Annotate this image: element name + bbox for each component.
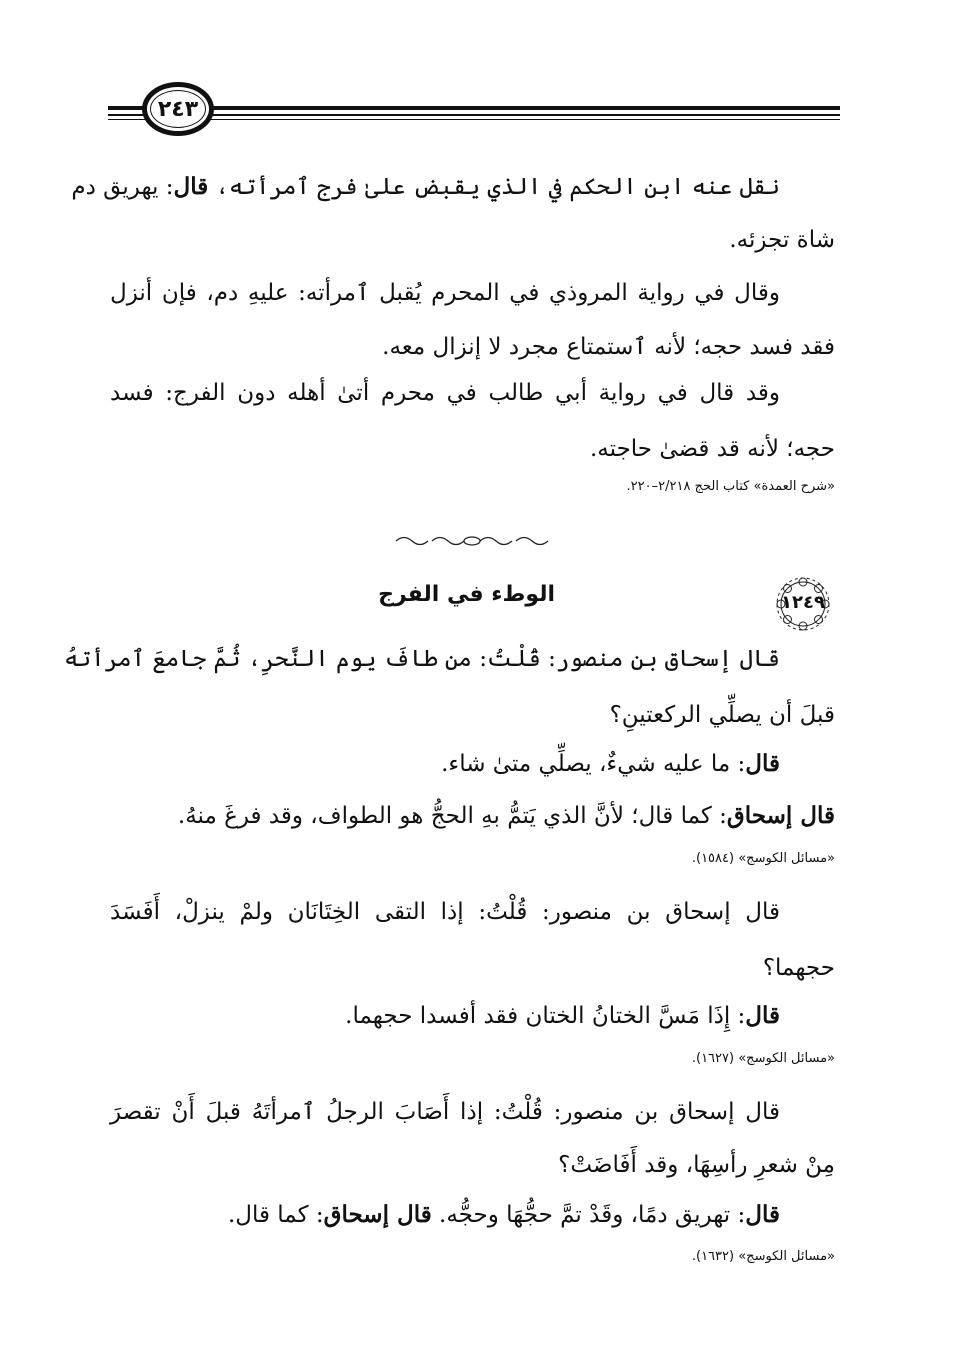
page-number: ٢٤٣ [157, 96, 199, 122]
question-3 [110, 1101, 835, 1177]
header-rule-hairline [108, 119, 840, 120]
paragraph-line [110, 1004, 835, 1028]
paragraph-line [71, 173, 835, 200]
page-number-badge [142, 82, 214, 136]
paragraph-line [110, 1101, 835, 1124]
text-segment: قال إسحاق بن منصور: قُلْتُ: إذا أَصَابَ الرجلُ ٱمرأتَهُ قبلَ أَنْ تقصرَ [110, 1099, 780, 1125]
text-segment: : يهريق دم [71, 174, 174, 200]
text-segment: قال إسحاق بن منصور: قُلْتُ: إذا التقى الخِتَانَان ولمْ ينزلْ، أَفَسَدَ [110, 899, 781, 925]
header-rule-thick [108, 106, 840, 110]
keyword-bold: قال إسحاق [323, 1201, 432, 1228]
text-segment: شاة تجزئه. [729, 227, 835, 253]
text-segment: حجهما؟ [762, 955, 835, 981]
text-segment: : ما عليه شيءٌ، يصلِّي متىٰ شاء. [441, 751, 746, 777]
section-title: الوطء في الفرج [378, 582, 555, 607]
answer-1 [110, 752, 835, 776]
source-citation: «مسائل الكوسج» (١٦٢٧). [691, 1051, 835, 1066]
text-segment: قبلَ أن يصلِّي الركعتينِ؟ [609, 702, 835, 728]
text-segment: مِنْ شعرِ رأسِهَا، وقد أَفَاضَتْ؟ [558, 1152, 835, 1178]
paragraph-line [110, 1203, 835, 1227]
paragraph-line [64, 646, 835, 672]
paragraph-line [110, 1154, 835, 1177]
paragraph-line [110, 752, 835, 776]
paragraph-line [110, 804, 835, 828]
paragraph-marwadhi [110, 282, 835, 359]
text-segment: وقال في رواية المروذي في المحرم يُقبل ٱمرأته: عليهِ دم، فإن أنزل [110, 280, 780, 306]
paragraph-hakam [71, 173, 835, 253]
header-rule-thin [108, 114, 840, 116]
source-citation: «مسائل الكوسج» (١٥٨٤). [691, 851, 835, 866]
paragraph-line [110, 382, 835, 405]
paragraph-line [110, 438, 835, 461]
keyword-bold: قال [745, 1201, 780, 1228]
text-segment: قال إسحاق بن منصور: قُلْتُ: من طافَ يوم النَّحرِ، ثُمَّ جامعَ ٱمرأتهُ [64, 646, 780, 672]
source-citation: «مسائل الكوسج» (١٦٣٢). [691, 1249, 835, 1264]
text-segment: فقد فسد حجه؛ لأنه ٱستمتاع مجرد لا إنزال معه. [382, 334, 835, 360]
ishaq-comment-1 [110, 804, 835, 828]
paragraph-line [110, 336, 835, 359]
text-segment: : كما قال. [227, 1202, 324, 1228]
paragraph-line [110, 901, 835, 924]
text-segment: : كما قال؛ لأنَّ الذي يَتمُّ بهِ الحجُّ هو الطواف، وقد فرغَ منهُ. [177, 803, 727, 829]
ornament-divider [392, 533, 552, 549]
question-2 [110, 901, 835, 980]
page-header [108, 78, 840, 140]
answer-2 [110, 1004, 835, 1028]
text-segment: : تهريق دمًا، وقَدْ تمَّ حجُّهَا وحجُّه. [431, 1202, 746, 1228]
paragraph-line [110, 229, 835, 252]
source-citation: «شرح العمدة» كتاب الحج ٢/٢١٨–٢٢٠. [626, 479, 835, 494]
paragraph-line [110, 957, 835, 980]
paragraph-line [110, 282, 835, 305]
question-1 [64, 646, 835, 728]
section-number-badge [764, 574, 842, 634]
paragraph-line [110, 704, 835, 727]
text-segment: : إِذَا مَسَّ الختانُ الختان فقد أفسدا حجهما. [345, 1003, 746, 1029]
text-segment: حجه؛ لأنه قد قضىٰ حاجته. [589, 436, 835, 462]
answer-3 [110, 1203, 835, 1227]
paragraph-abu-talib [110, 382, 835, 461]
keyword-bold: قال [745, 1002, 780, 1029]
keyword-bold: قال إسحاق [726, 802, 835, 829]
text-segment: نقل عنه ابن الحكم في الذي يقبض علىٰ فرج ٱمرأته، [208, 174, 780, 200]
keyword-bold: قال [173, 173, 209, 200]
keyword-bold: قال [745, 750, 780, 777]
section-number: ١٢٤٩ [781, 592, 825, 613]
text-segment: وقد قال في رواية أبي طالب في محرم أتىٰ أهله دون الفرج: فسد [110, 380, 780, 406]
